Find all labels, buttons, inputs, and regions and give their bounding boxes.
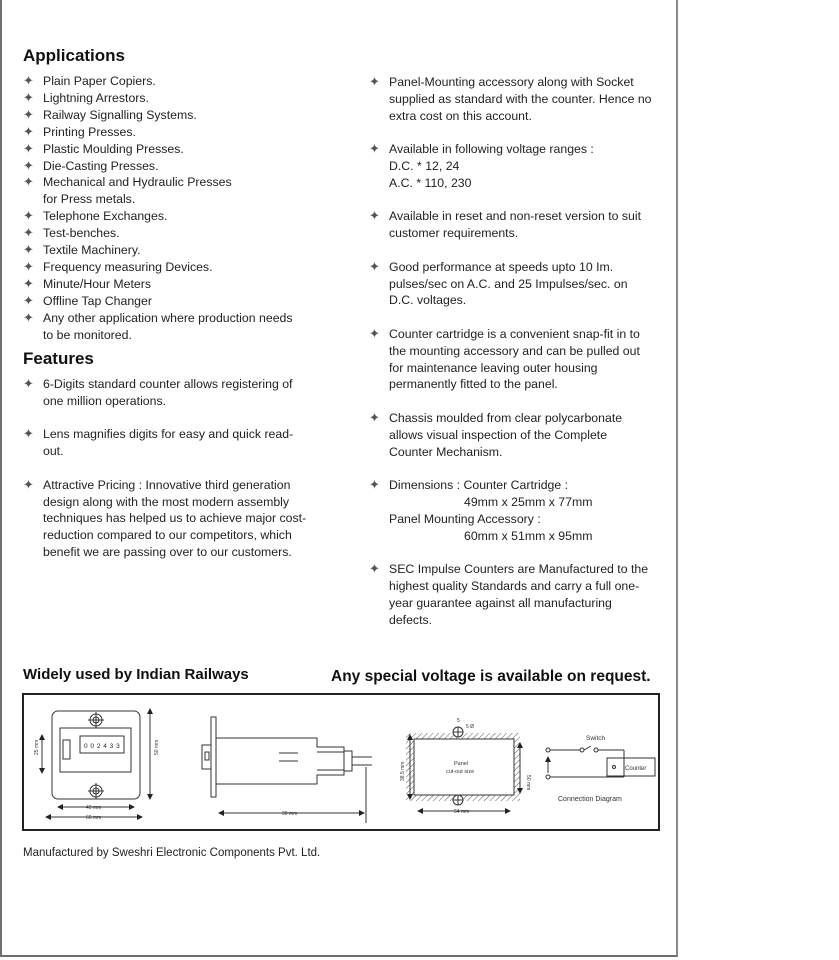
manufacturer-footer: Manufactured by Sweshri Electronic Components Pvt. Ltd. <box>23 847 321 859</box>
connection-caption: Connection Diagram <box>558 796 622 803</box>
star-bullet-icon: ✦ <box>23 258 34 274</box>
special-voltage-banner: Any special voltage is available on request. <box>331 668 651 685</box>
star-bullet-icon: ✦ <box>23 225 34 241</box>
features-list <box>22 376 342 561</box>
star-bullet-icon: ✦ <box>369 409 380 425</box>
svg-text:50 mm: 50 mm <box>525 775 531 791</box>
switch-label: Switch <box>586 735 606 742</box>
svg-text:54 mm: 54 mm <box>454 809 470 815</box>
svg-text:50 mm: 50 mm <box>154 739 160 755</box>
star-bullet-icon: ✦ <box>369 258 380 274</box>
star-bullet-icon: ✦ <box>23 309 34 325</box>
list-item: ✦ Offline Tap Changer <box>23 292 152 308</box>
connection-diagram <box>546 746 655 779</box>
list-item: ✦ Frequency measuring Devices. <box>23 258 213 274</box>
star-bullet-icon: ✦ <box>23 275 34 291</box>
star-bullet-icon: ✦ <box>369 477 380 493</box>
list-item: ✦ Attractive Pricing : Innovative third generation design along with the most modern assembly techniques has helped us to achieve major cost- reduction compared to our competitors, which benefit we are passing over to our customers. <box>23 476 307 559</box>
star-bullet-icon: ✦ <box>369 208 380 224</box>
features-heading: Features <box>23 349 94 368</box>
star-bullet-icon: ✦ <box>23 208 34 224</box>
list-item: ✦ Die-Casting Presses. <box>23 157 159 173</box>
list-item: ✦ 6-Digits standard counter allows registering of one million operations. <box>23 376 293 408</box>
list-item: ✦ Telephone Exchanges. <box>23 208 168 224</box>
star-bullet-icon: ✦ <box>23 106 34 122</box>
list-item: ✦ Good performance at speeds upto 10 Im. pulses/sec on A.C. and 25 Impulses/sec. on D.C. voltages. <box>369 258 628 308</box>
right-features-list <box>368 74 668 628</box>
svg-text:60 mm: 60 mm <box>86 815 102 821</box>
list-item: ✦ Dimensions : Counter Cartridge : 49mm x 25mm x 77mm Panel Mounting Accessory : 60mm x 51mm x 95mm <box>369 477 593 543</box>
list-item: ✦ Any other application where production needs to be monitored. <box>23 309 293 342</box>
counter-label: Counter <box>625 766 647 772</box>
star-bullet-icon: ✦ <box>23 242 34 258</box>
list-item: ✦ Panel-Mounting accessory along with Socket supplied as standard with the counter. Hence no extra cost on this account. <box>369 74 652 123</box>
svg-text:25 mm: 25 mm <box>34 739 40 755</box>
side-view-diagram <box>202 717 372 823</box>
list-item: ✦ Test-benches. <box>23 225 120 241</box>
counter-display-digits: 0 0 2 4 3 3 <box>84 743 121 750</box>
list-item: ✦ Plastic Moulding Presses. <box>23 140 184 156</box>
svg-text:Panel: Panel <box>454 761 469 767</box>
list-item: ✦ Chassis moulded from clear polycarbonate allows visual inspection of the Complete Counter Mechanism. <box>369 409 623 459</box>
star-bullet-icon: ✦ <box>23 292 34 308</box>
svg-text:5 Ø: 5 Ø <box>466 724 475 730</box>
star-bullet-icon: ✦ <box>369 325 380 341</box>
list-item: ✦ Available in following voltage ranges : D.C. * 12, 24 A.C. * 110, 230 <box>369 141 594 190</box>
svg-text:49 mm: 49 mm <box>86 805 102 811</box>
star-bullet-icon: ✦ <box>23 123 34 139</box>
front-view-diagram <box>42 709 150 817</box>
svg-text:90 mm: 90 mm <box>282 811 298 817</box>
list-item: ✦ Counter cartridge is a convenient snap-fit in to the mounting accessory and can be pulled out for maintenance leaving outer housing permanently fitted to the panel. <box>369 325 640 392</box>
list-item: ✦ Textile Machinery. <box>23 242 141 258</box>
list-item: ✦ Lens magnifies digits for easy and quick read- out. <box>23 426 294 459</box>
technical-diagrams <box>22 693 660 831</box>
star-bullet-icon: ✦ <box>23 157 34 173</box>
list-item: ✦ SEC Impulse Counters are Manufactured to the highest quality Standards and carry a full one- year guarantee against all manufacturing defects. <box>369 561 649 627</box>
list-item: ✦ Printing Presses. <box>23 123 136 139</box>
star-bullet-icon: ✦ <box>23 89 34 105</box>
applications-heading: Applications <box>23 46 126 65</box>
star-bullet-icon: ✦ <box>369 141 380 157</box>
star-bullet-icon: ✦ <box>23 376 34 391</box>
list-item: ✦ Mechanical and Hydraulic Presses for Press metals. <box>23 174 232 207</box>
list-item: ✦ Minute/Hour Meters <box>23 275 151 291</box>
star-bullet-icon: ✦ <box>369 561 380 577</box>
star-bullet-icon: ✦ <box>23 73 34 88</box>
star-bullet-icon: ✦ <box>23 140 34 156</box>
svg-text:cut-out size: cut-out size <box>446 769 475 775</box>
railways-banner: Widely used by Indian Railways <box>23 666 249 683</box>
list-item: ✦ Lightning Arrestors. <box>23 89 149 105</box>
applications-list <box>22 73 342 344</box>
svg-text:38.5 mm: 38.5 mm <box>400 761 406 781</box>
list-item: ✦ Plain Paper Copiers. <box>23 73 156 88</box>
star-bullet-icon: ✦ <box>23 476 34 492</box>
star-bullet-icon: ✦ <box>23 174 34 190</box>
star-bullet-icon: ✦ <box>369 74 380 89</box>
star-bullet-icon: ✦ <box>23 426 34 442</box>
svg-text:5: 5 <box>457 718 460 724</box>
list-item: ✦ Available in reset and non-reset version to suit customer requirements. <box>369 208 642 241</box>
diagrams-svg <box>24 695 658 829</box>
list-item: ✦ Railway Signalling Systems. <box>23 106 197 122</box>
